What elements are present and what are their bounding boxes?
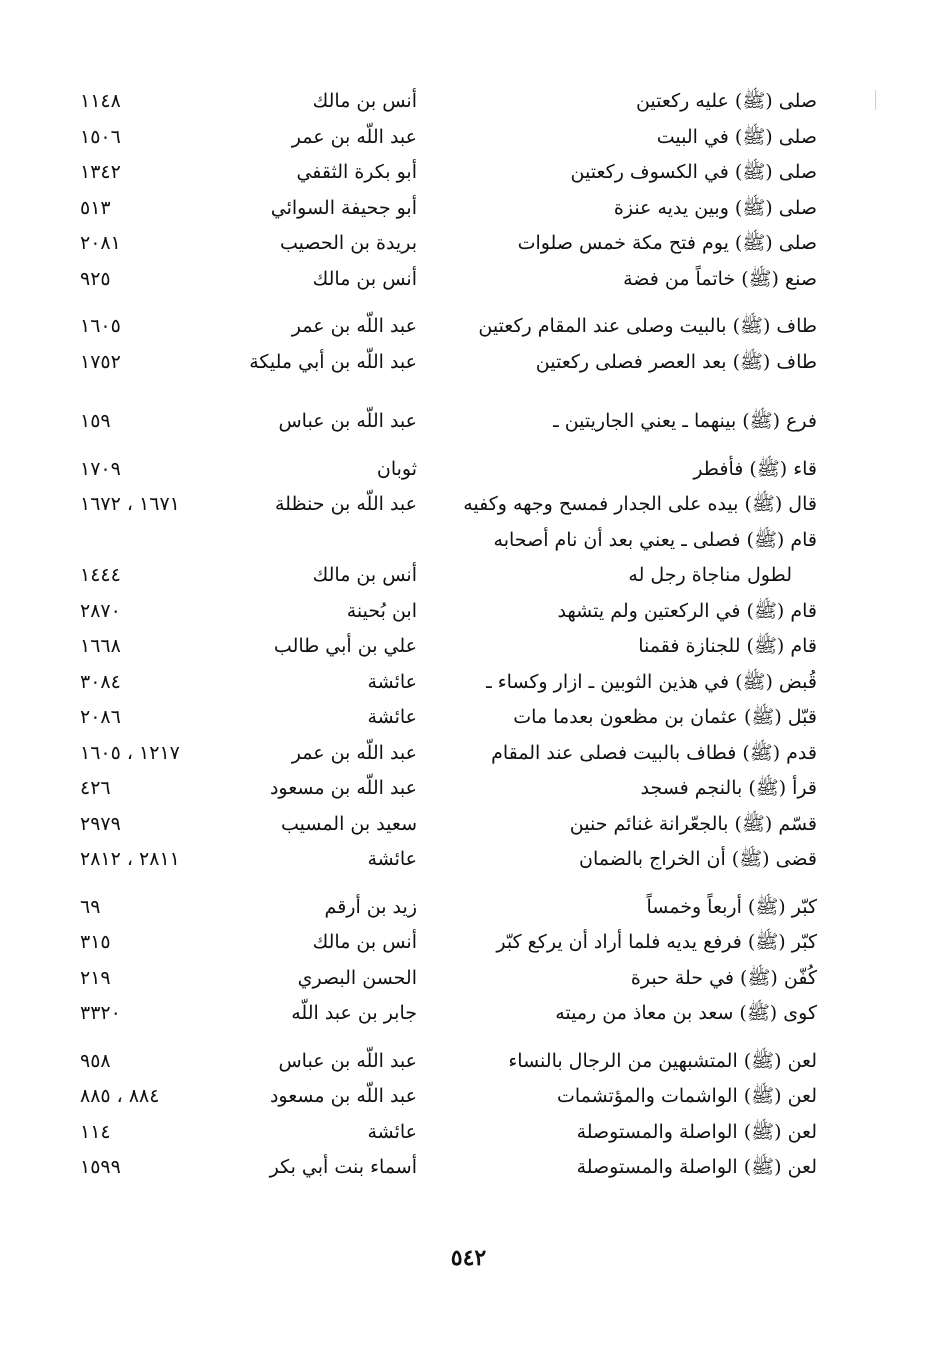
hadith-number: ٢٠٨٦ bbox=[80, 706, 121, 728]
index-entry bbox=[0, 925, 937, 961]
index-entry bbox=[0, 1115, 937, 1151]
index-entry bbox=[0, 665, 937, 701]
hadith-text: قسّم (ﷺ) بالجعّرانة غنائم حنين bbox=[569, 812, 817, 835]
hadith-number: ٦٩ bbox=[80, 895, 101, 918]
hadith-text: كبّر (ﷺ) أربعاً وخمساً bbox=[646, 895, 817, 918]
hadith-number: ١٦٠٥ bbox=[80, 315, 121, 337]
index-entry bbox=[0, 262, 937, 298]
hadith-text: صلى (ﷺ) عليه ركعتين bbox=[635, 90, 817, 112]
hadith-text: قال (ﷺ) بيده على الجدار فمسح وجهه وكفيه bbox=[463, 493, 817, 515]
index-entry bbox=[0, 523, 937, 559]
hadith-number: ١٢١٧ ، ١٦٠٥ bbox=[80, 741, 180, 764]
hadith-text: قبّل (ﷺ) عثمان بن مظعون بعدما مات bbox=[513, 706, 817, 728]
index-entry bbox=[0, 629, 937, 665]
narrator-name: عبد اللّه بن عباس bbox=[278, 1049, 417, 1072]
hadith-number: ٣٣٢٠ bbox=[80, 1002, 121, 1024]
index-entry bbox=[0, 1079, 937, 1115]
narrator-name: أنس بن مالك bbox=[312, 931, 417, 953]
narrator-name: عبد اللّه بن عباس bbox=[278, 410, 417, 432]
hadith-text: صلى (ﷺ) في الكسوف ركعتين bbox=[570, 161, 817, 183]
hadith-text: قام (ﷺ) في الركعتين ولم يتشهد bbox=[557, 599, 817, 622]
hadith-number: ٢٠٨١ bbox=[80, 232, 121, 254]
hadith-number: ١١٤٨ bbox=[80, 90, 121, 112]
narrator-name bbox=[217, 523, 417, 558]
hadith-number: ٩٢٥ bbox=[80, 267, 111, 290]
hadith-number: ١٣٤٢ bbox=[80, 161, 121, 183]
hadith-number: ٤٢٦ bbox=[80, 777, 111, 799]
narrator-name: عبد اللّه بن حنظلة bbox=[275, 493, 417, 515]
index-entry bbox=[0, 155, 937, 191]
page-number: ٥٤٢ bbox=[450, 1245, 487, 1271]
index-entry bbox=[0, 487, 937, 523]
hadith-text: قضى (ﷺ) أن الخراج بالضمان bbox=[579, 848, 817, 870]
narrator-name: عبد اللّه بن أبي مليكة bbox=[249, 350, 417, 373]
index-entry bbox=[0, 226, 937, 262]
narrator-name: عائشة bbox=[367, 706, 417, 728]
narrator-name: أنس بن مالك bbox=[312, 267, 417, 290]
hadith-number: ٢٩٧٩ bbox=[80, 812, 121, 835]
narrator-name: أنس بن مالك bbox=[312, 90, 417, 112]
hadith-text: لعن (ﷺ) المتشبهين من الرجال بالنساء bbox=[508, 1049, 817, 1072]
narrator-name: عبد اللّه بن مسعود bbox=[269, 777, 417, 799]
hadith-number: ٢٨٧٠ bbox=[80, 599, 121, 622]
hadith-text: صنع (ﷺ) خاتماً من فضة bbox=[623, 267, 817, 290]
hadith-text: صلى (ﷺ) وبين يديه عنزة bbox=[613, 196, 817, 219]
hadith-text: كُفّن (ﷺ) في حلة حبرة bbox=[630, 966, 817, 989]
hadith-text: لعن (ﷺ) الواشمات والمؤتشمات bbox=[557, 1085, 817, 1107]
index-entry bbox=[0, 700, 937, 736]
hadith-number: ١١٤ bbox=[80, 1120, 111, 1143]
hadith-text: قُبض (ﷺ) في هذين الثوبين ـ ازار وكساء ـ bbox=[486, 670, 817, 693]
narrator-name: عبد اللّه بن عمر bbox=[291, 741, 417, 764]
index-entry bbox=[0, 1044, 937, 1080]
narrator-name: جابر بن عبد اللّه bbox=[291, 1002, 417, 1024]
narrator-name: ثوبان bbox=[376, 457, 417, 480]
hadith-number: ٥١٣ bbox=[80, 196, 111, 219]
narrator-name: عائشة bbox=[367, 848, 417, 870]
hadith-text: فرع (ﷺ) بينهما ـ يعني الجاريتين ـ bbox=[553, 410, 817, 432]
hadith-text: قام (ﷺ) فصلى ـ يعني بعد أن نام أصحابه bbox=[493, 528, 817, 551]
hadith-number: ٩٥٨ bbox=[80, 1049, 111, 1072]
hadith-number: ٢١٩ bbox=[80, 966, 111, 989]
index-entry bbox=[0, 594, 937, 630]
index-entry bbox=[0, 345, 937, 381]
narrator-name: بريدة بن الحصيب bbox=[279, 232, 417, 254]
hadith-number: ١٥٠٦ bbox=[80, 125, 121, 148]
hadith-number bbox=[80, 523, 232, 558]
hadith-number: ١٤٤٤ bbox=[80, 564, 121, 586]
index-entry bbox=[0, 842, 937, 878]
hadith-number: ٣١٥ bbox=[80, 931, 111, 953]
hadith-number: ١٧٥٢ bbox=[80, 350, 121, 373]
index-entry bbox=[0, 558, 937, 594]
index-entry bbox=[0, 807, 937, 843]
narrator-name: أسماء بنت أبي بكر bbox=[269, 1156, 417, 1178]
narrator-name: عبد اللّه بن مسعود bbox=[269, 1085, 417, 1107]
hadith-number: ٨٨٤ ، ٨٨٥ bbox=[80, 1085, 160, 1107]
narrator-name: عائشة bbox=[367, 1120, 417, 1143]
index-entry bbox=[0, 771, 937, 807]
hadith-number: ٢٨١١ ، ٢٨١٢ bbox=[80, 848, 180, 870]
narrator-name: سعيد بن المسيب bbox=[280, 812, 417, 835]
hadith-number: ١٥٩٩ bbox=[80, 1156, 121, 1178]
narrator-name: الحسن البصري bbox=[297, 966, 417, 989]
hadith-index-list bbox=[0, 84, 937, 1186]
narrator-name: أنس بن مالك bbox=[312, 564, 417, 586]
hadith-number: ١٥٩ bbox=[80, 410, 111, 432]
index-entry bbox=[0, 961, 937, 997]
index-entry bbox=[0, 452, 937, 488]
hadith-text: قدم (ﷺ) فطاف بالبيت فصلى عند المقام bbox=[491, 741, 817, 764]
index-entry bbox=[0, 120, 937, 156]
hadith-text: قام (ﷺ) للجنازة فقمنا bbox=[638, 635, 817, 657]
hadith-text: كبّر (ﷺ) فرفع يديه فلما أراد أن يركع كبّر bbox=[496, 931, 817, 953]
hadith-text: قرأ (ﷺ) بالنجم فسجد bbox=[640, 777, 817, 799]
hadith-text: صلى (ﷺ) يوم فتح مكة خمس صلوات bbox=[517, 232, 817, 254]
narrator-name: ابن بُحينة bbox=[346, 599, 417, 622]
narrator-name: علي بن أبي طالب bbox=[273, 635, 417, 657]
index-entry bbox=[0, 736, 937, 772]
hadith-text: لعن (ﷺ) الواصلة والمستوصلة bbox=[576, 1156, 817, 1178]
hadith-text: طاف (ﷺ) بعد العصر فصلى ركعتين bbox=[535, 350, 817, 373]
narrator-name: عبد اللّه بن عمر bbox=[291, 125, 417, 148]
narrator-name: أبو جحيفة السوائي bbox=[270, 196, 417, 219]
narrator-name: أبو بكرة الثقفي bbox=[296, 161, 417, 183]
hadith-text: لطول مناجاة رجل له bbox=[628, 564, 792, 586]
index-entry bbox=[0, 1150, 937, 1186]
index-entry bbox=[0, 996, 937, 1032]
hadith-text: لعن (ﷺ) الواصلة والمستوصلة bbox=[576, 1120, 817, 1143]
narrator-name: عائشة bbox=[367, 670, 417, 693]
hadith-text: صلى (ﷺ) في البيت bbox=[656, 125, 817, 148]
index-entry bbox=[0, 890, 937, 926]
hadith-number: ١٦٦٨ bbox=[80, 635, 121, 657]
hadith-number: ١٦٧١ ، ١٦٧٢ bbox=[80, 493, 180, 515]
narrator-name: زيد بن أرقم bbox=[324, 895, 417, 918]
index-entry bbox=[0, 309, 937, 345]
hadith-text: قاء (ﷺ) فأفطر bbox=[693, 457, 817, 480]
hadith-number: ١٧٠٩ bbox=[80, 457, 121, 480]
hadith-text: كوى (ﷺ) سعد بن معاذ من رميته bbox=[555, 1002, 817, 1024]
hadith-number: ٣٠٨٤ bbox=[80, 670, 121, 693]
index-entry bbox=[0, 84, 937, 120]
index-entry bbox=[0, 191, 937, 227]
hadith-text: طاف (ﷺ) بالبيت وصلى عند المقام ركعتين bbox=[478, 315, 817, 337]
narrator-name: عبد اللّه بن عمر bbox=[291, 315, 417, 337]
index-entry bbox=[0, 404, 937, 440]
